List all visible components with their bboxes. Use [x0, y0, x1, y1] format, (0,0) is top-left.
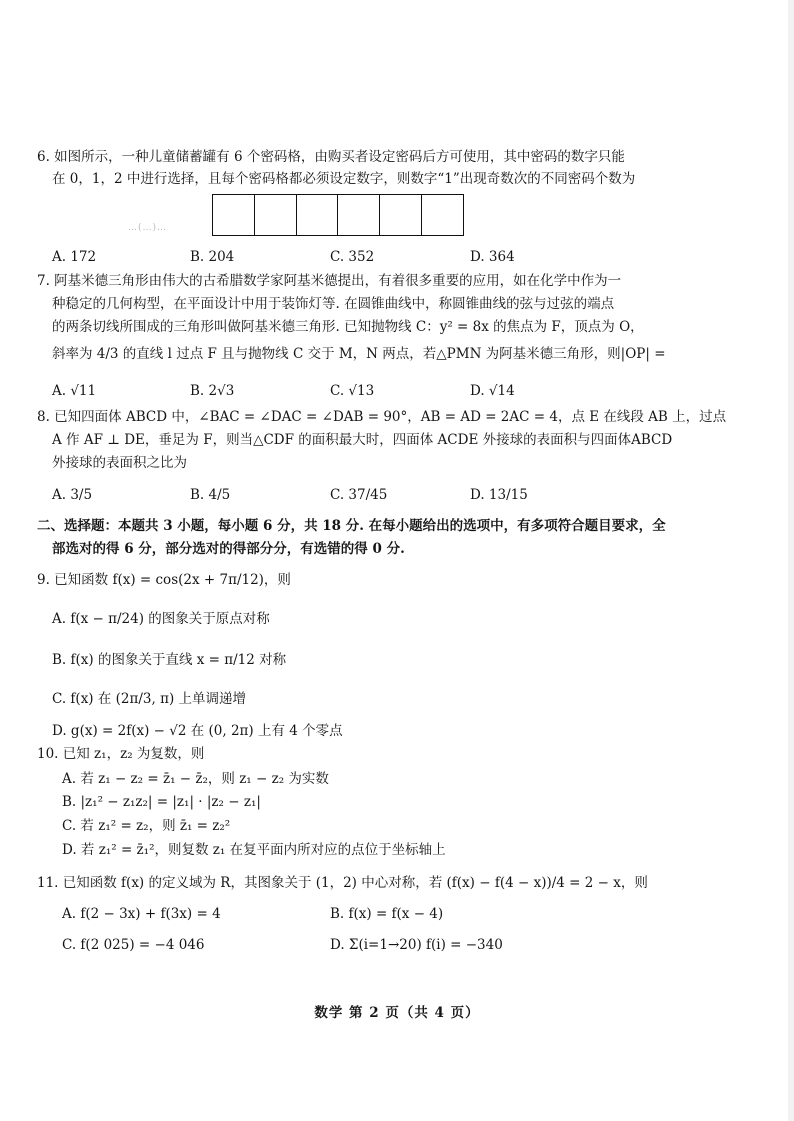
q7-line4: 斜率为 4/3 的直线 l 过点 F 且与抛物线 C 交于 M，N 两点，若△PMN 为阿基米德三角形，则|OP| = [52, 346, 666, 362]
q8-line1: 8. 已知四面体 ABCD 中，∠BAC = ∠DAC = ∠DAB = 90°，AB = AD = 2AC = 4，点 E 在线段 AB 上，过点 [37, 409, 727, 425]
q6-option-a: A. 172 [52, 249, 97, 265]
password-cell [297, 195, 339, 235]
page-footer: 数学 第 2 页（共 4 页） [314, 1005, 480, 1021]
section2-heading-line1: 二、选择题：本题共 3 小题，每小题 6 分，共 18 分. 在每小题给出的选项中，有多项符合题目要求，全 [37, 518, 666, 534]
q6-line2: 在 0，1，2 中进行选择，且每个密码格都必须设定数字，则数字“1”出现奇数次的不同密码个数为 [52, 171, 636, 187]
faint-caption: …(…)… [128, 223, 168, 233]
q11-stem: 11. 已知函数 f(x) 的定义域为 R，其图象关于 (1，2) 中心对称，若 (f(x) − f(4 − x))/4 = 2 − x，则 [37, 875, 648, 891]
q8-line3: 外接球的表面积之比为 [52, 455, 187, 471]
password-cell [255, 195, 297, 235]
password-cell [213, 195, 255, 235]
q10-option-d: D. 若 z₁² = z̄₁²，则复数 z₁ 在复平面内所对应的点位于坐标轴上 [62, 842, 446, 858]
q10-option-b: B. |z₁² − z₁z₂| = |z₁| · |z₂ − z₁| [62, 794, 261, 810]
q10-option-a: A. 若 z₁ − z₂ = z̄₁ − z̄₂，则 z₁ − z₂ 为实数 [62, 771, 329, 787]
q10-stem: 10. 已知 z₁，z₂ 为复数，则 [37, 746, 205, 762]
password-cell [338, 195, 380, 235]
q9-option-a: A. f(x − π/24) 的图象关于原点对称 [52, 611, 270, 627]
q7-line3: 的两条切线所围成的三角形叫做阿基米德三角形. 已知抛物线 C：y² = 8x 的焦点为 F，顶点为 O， [52, 319, 644, 335]
q8-option-d: D. 13/15 [470, 487, 528, 503]
q6-option-b: B. 204 [190, 249, 235, 265]
q8-line2: A 作 AF ⊥ DE，垂足为 F，则当△CDF 的面积最大时，四面体 ACDE 外接球的表面积与四面体ABCD [52, 432, 673, 448]
q8-option-c: C. 37/45 [330, 487, 388, 503]
q7-line1: 7. 阿基米德三角形由伟大的古希腊数学家阿基米德提出，有着很多重要的应用，如在化学中作为一 [37, 273, 622, 289]
password-grid [212, 194, 464, 236]
q6-option-c: C. 352 [330, 249, 375, 265]
q10-option-c: C. 若 z₁² = z₂，则 z̄₁ = z₂² [62, 818, 231, 834]
q7-option-c: C. √13 [330, 383, 375, 399]
q8-option-b: B. 4/5 [190, 487, 231, 503]
q7-option-b: B. 2√3 [190, 383, 235, 399]
q11-option-b: B. f(x) = f(x − 4) [330, 906, 444, 922]
q6-line1: 6. 如图所示，一种儿童储蓄罐有 6 个密码格，由购买者设定密码后方可使用，其中密码的数字只能 [37, 149, 625, 165]
q7-line2: 种稳定的几何构型，在平面设计中用于装饰灯等. 在圆锥曲线中，称圆锥曲线的弦与过弦的端点 [52, 296, 615, 312]
q11-option-c: C. f(2 025) = −4 046 [62, 937, 205, 953]
scan-edge [788, 0, 794, 1121]
q6-option-d: D. 364 [470, 249, 515, 265]
q9-option-b: B. f(x) 的图象关于直线 x = π/12 对称 [52, 652, 287, 668]
password-cell [380, 195, 422, 235]
section2-heading-line2: 部选对的得 6 分，部分选对的得部分分，有选错的得 0 分. [52, 541, 405, 557]
q9-option-d: D. g(x) = 2f(x) − √2 在 (0, 2π) 上有 4 个零点 [52, 723, 343, 739]
q8-option-a: A. 3/5 [52, 487, 93, 503]
password-cell [422, 195, 463, 235]
q11-option-a: A. f(2 − 3x) + f(3x) = 4 [62, 906, 221, 922]
q7-option-a: A. √11 [52, 383, 97, 399]
q7-option-d: D. √14 [470, 383, 515, 399]
q9-stem: 9. 已知函数 f(x) = cos(2x + 7π/12)，则 [37, 572, 291, 588]
q11-option-d: D. Σ(i=1→20) f(i) = −340 [330, 937, 503, 953]
q9-option-c: C. f(x) 在 (2π/3, π) 上单调递增 [52, 691, 247, 707]
